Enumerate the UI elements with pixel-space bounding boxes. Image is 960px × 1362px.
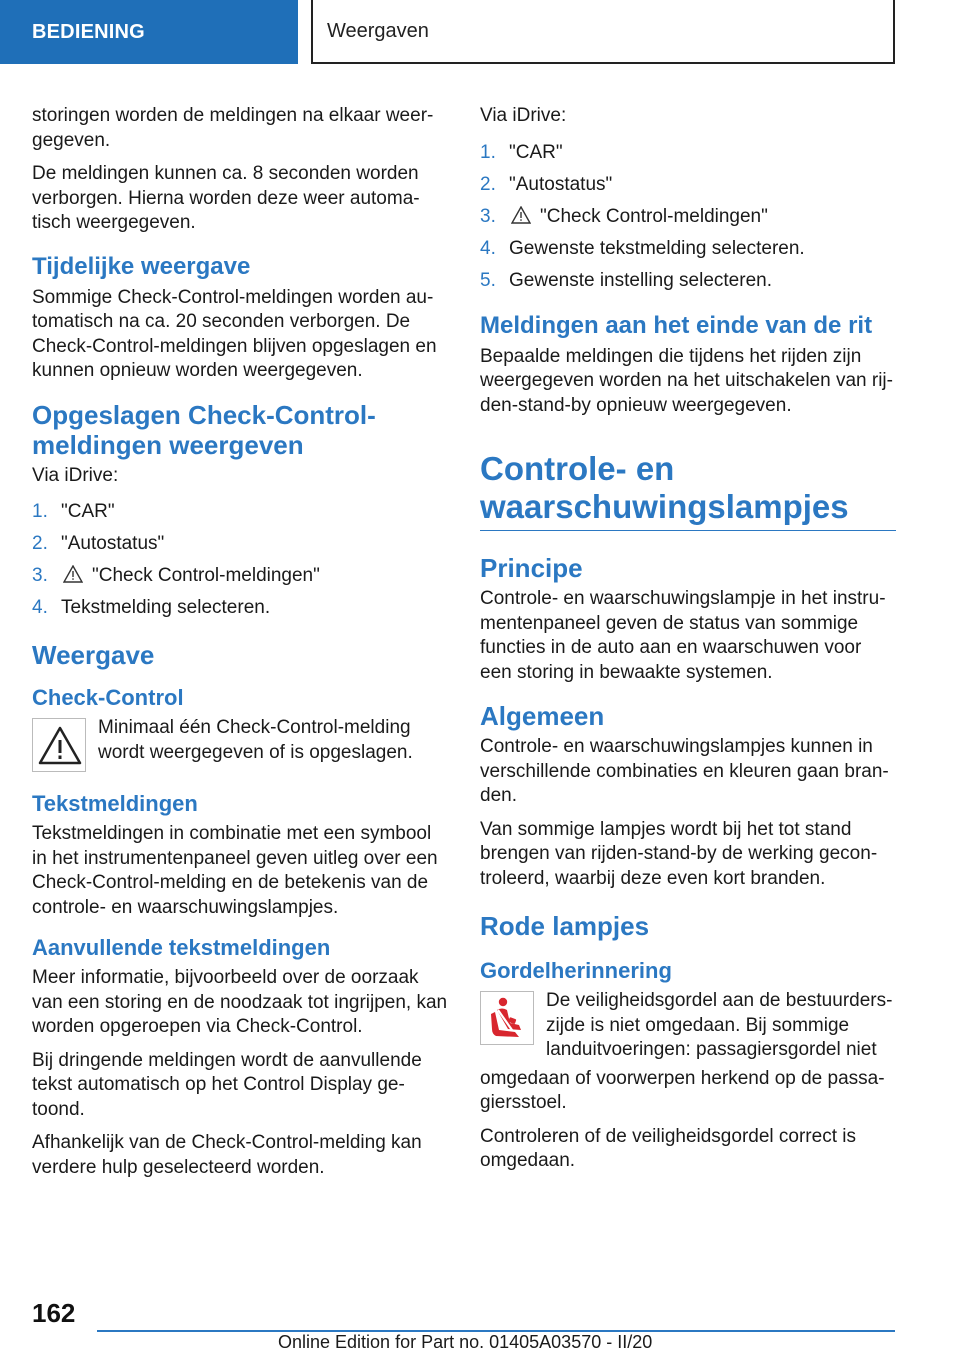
paragraph: Meer informatie, bijvoorbeeld over de oorzaak van een storing en de noodzaak tot ingrijpen, kan worden opgeroepen via Check-Control.	[32, 967, 448, 1037]
paragraph: Van sommige lampjes wordt bij het tot stand brengen van rijden-stand-by de werking gecontroleerd, waarbij deze even kort branden.	[480, 818, 878, 889]
footer-edition: Online Edition for Part no. 01405A03570 - II/20	[278, 1332, 653, 1352]
warning-icon-box	[32, 718, 86, 772]
heading-controle-lampjes: Controle- en waarschuwingslampjes	[480, 450, 896, 531]
step-number: 3.	[480, 205, 496, 227]
heading-algemeen: Algemeen	[480, 701, 605, 731]
paragraph: Controleren of de veiligheidsgordel correct is omgedaan.	[480, 1125, 856, 1171]
step-list	[32, 500, 448, 620]
list-item	[480, 173, 896, 197]
heading-aanvullende: Aanvullende tekstmeldingen	[32, 935, 331, 960]
step-number: 1.	[32, 501, 48, 522]
paragraph: Afhankelijk van de Check-Control-melding kan verdere hulp geselecteerd worden.	[32, 1132, 422, 1178]
heading-weergave: Weergave	[32, 640, 155, 670]
heading-tekstmeldingen: Tekstmeldingen	[32, 791, 198, 816]
step-text: Gewenste tekstmelding selecteren.	[509, 237, 805, 259]
seatbelt-warning-icon	[481, 992, 535, 1046]
check-control-block	[32, 716, 448, 772]
list-item	[32, 500, 448, 524]
step-text: "Check Control-meldingen"	[92, 565, 320, 586]
step-text: "Check Control-meldingen"	[540, 205, 768, 227]
heading-gordelherinnering: Gordelherinnering	[480, 958, 672, 983]
step-text: "CAR"	[61, 501, 115, 522]
step-text: "CAR"	[509, 141, 563, 163]
paragraph: Sommige Check-Control-meldingen worden automatisch na ca. 20 seconden verborgen. De Check-Control-meldingen blijven opgeslagen en kunnen opnieuw worden weergegeven.	[32, 286, 437, 381]
step-number: 2.	[32, 533, 48, 554]
paragraph: omgedaan of voorwerpen herkend op de passagiersstoel.	[480, 1067, 885, 1113]
seatbelt-block	[480, 989, 896, 1063]
paragraph-via-idrive: Via iDrive:	[32, 464, 119, 486]
paragraph: Controle- en waarschuwingslampje in het instrumentenpaneel geven de status van sommige functies in de auto aan en waarschuwen voor een storing in bewaakte systemen.	[480, 588, 886, 683]
paragraph: De meldingen kunnen ca. 8 seconden worden verborgen. Hierna worden deze weer automatisch weergegeven.	[32, 163, 420, 233]
heading-rode-lampjes: Rode lampjes	[480, 911, 650, 941]
step-number: 2.	[480, 173, 496, 195]
warning-triangle-icon	[63, 565, 83, 583]
step-text: Tekstmelding selecteren.	[61, 597, 271, 618]
heading-principe: Principe	[480, 553, 583, 583]
warning-triangle-icon	[33, 719, 87, 773]
list-item	[32, 564, 448, 588]
step-number: 5.	[480, 269, 496, 291]
chapter-title: Weergaven	[327, 19, 429, 42]
step-text: "Autostatus"	[61, 533, 165, 554]
page-number: 162	[32, 1298, 76, 1328]
paragraph: Bepaalde meldingen die tijdens het rijden zijn weergegeven worden na het uitschakelen van rijden-stand-by opnieuw weergegeven.	[480, 345, 893, 416]
step-text: "Autostatus"	[509, 173, 613, 195]
paragraph: storingen worden de meldingen na elkaar weergegeven.	[32, 105, 434, 151]
list-item	[480, 269, 896, 293]
paragraph: Controle- en waarschuwingslampjes kunnen in verschillende combinaties en kleuren gaan branden.	[480, 736, 889, 806]
heading-opgeslagen: Opgeslagen Check-Control-meldingen weergeven	[32, 399, 376, 460]
step-text: Gewenste instelling selecteren.	[509, 269, 772, 291]
heading-check-control: Check-Control	[32, 685, 184, 710]
paragraph: Bij dringende meldingen wordt de aanvullende tekst automatisch op het Control Display getoond.	[32, 1049, 422, 1120]
list-item	[480, 237, 896, 261]
step-number: 4.	[480, 237, 496, 259]
step-number: 4.	[32, 597, 48, 618]
list-item	[480, 205, 896, 229]
paragraph: Tekstmeldingen in combinatie met een symbool in het instrumentenpaneel geven uitleg over een Check-Control-melding en de betekenis van de controle- en waarschuwingslampjes.	[32, 823, 438, 918]
list-item	[480, 141, 896, 165]
check-control-text: Minimaal één Check-Control-melding wordt weergegeven of is opgeslagen.	[98, 717, 413, 763]
heading-tijdelijke-weergave: Tijdelijke weergave	[32, 252, 251, 280]
paragraph-via-idrive: Via iDrive:	[480, 105, 567, 126]
heading-einde-rit: Meldingen aan het einde van de rit	[480, 311, 873, 339]
chapter-header	[311, 0, 895, 64]
seatbelt-text: De veiligheidsgordel aan de bestuurderszijde is niet omgedaan. Bij sommige landuitvoeringen: passagiersgordel niet	[546, 990, 893, 1060]
left-column	[32, 104, 448, 1189]
section-label: BEDIENING	[32, 20, 145, 43]
warning-triangle-icon	[511, 206, 531, 224]
list-item	[32, 596, 448, 620]
right-column	[480, 104, 896, 1183]
section-tab	[0, 0, 298, 64]
step-list	[480, 141, 896, 293]
step-number: 1.	[480, 141, 496, 163]
list-item	[32, 532, 448, 556]
seatbelt-icon-box	[480, 991, 534, 1045]
step-number: 3.	[32, 565, 48, 586]
